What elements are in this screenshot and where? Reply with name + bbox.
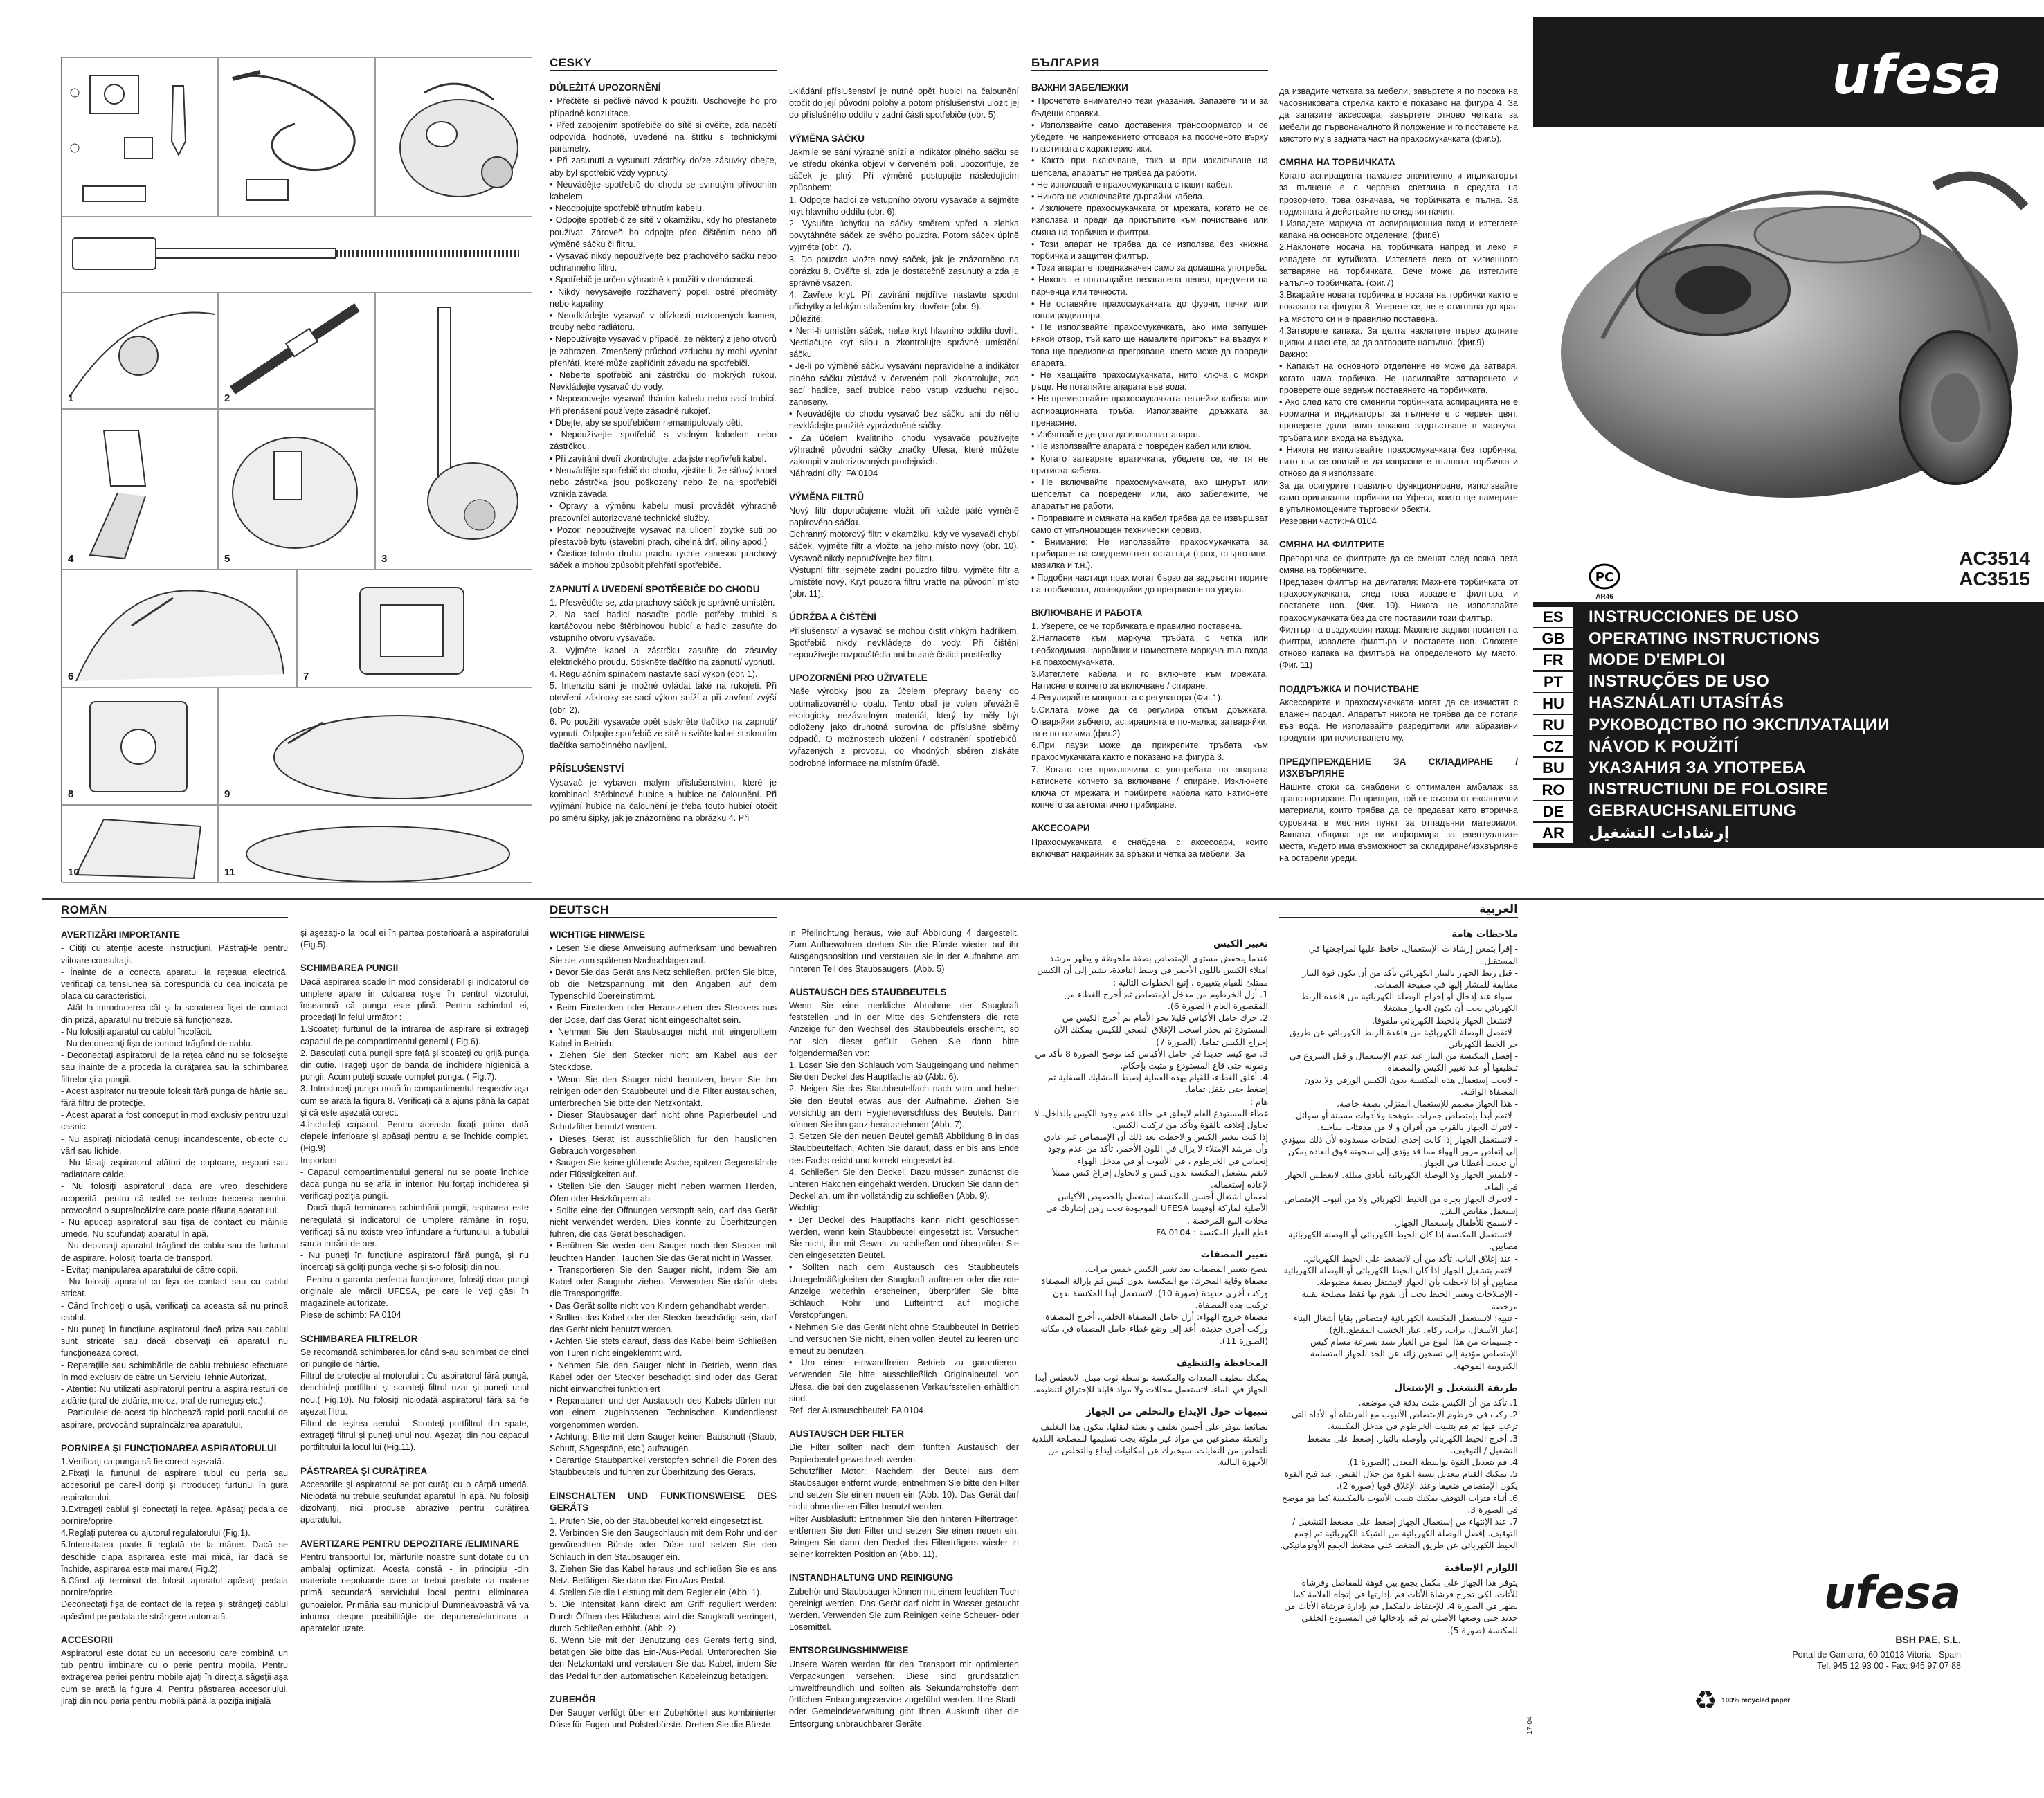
back-cover bbox=[1526, 904, 2044, 1798]
lang-name: OPERATING INSTRUCTIONS bbox=[1589, 628, 1820, 648]
de2-text-0: in Pfeilrichtung heraus, wie auf Abbildung 4 dargestellt. Zum Aufbewahren drehen Sie die Bürste wieder auf ihr Ausgangsposition und verstauen sie in der Aufnahme am hinteren Teil des Staubsaugers. (Abb. 5) bbox=[789, 928, 1019, 974]
section-ro-col2 bbox=[300, 927, 529, 1790]
figure-9 bbox=[218, 687, 532, 805]
lang-code: ES bbox=[1533, 607, 1573, 627]
lang-code: AR bbox=[1533, 823, 1573, 843]
bg2-text-3: Аксесоарите и прахосмукачката могат да се изчистят с влажен парцал. Апаратът никога не трябва да се потапя във вода. Не използвайте разредители или абразивни продукти при почистването му. bbox=[1279, 697, 1518, 743]
ar2-heading-3: اللوازم الإضافية bbox=[1445, 1562, 1518, 1574]
cesky-text-2: 1. Přesvědčte se, zda prachový sáček je správně umístěn. 2. Na sací hadici nasaďte podle potřeby trubici s kartáčovou nebo štěrbinovou hubicí a hadici zasuňte do vstupního otvoru vysavače. 3. Vyjměte kabel a zástrčku zasuňte do zásuvky elektrického proudu. Stiskněte tlačítko na zapnutí/ vypnutí. 4. Regulačním spínačem nastavte sací výkon (obr. 1). 5. Intenzitu sání je možné ovládat také na rukojeti. Při otevření záklopky se sací výkon sníží a při zavření zvýší (obr. 2). 6. Po použití vysavače opět stiskněte tlačítko na zapnutí/ vypnutí. Odpojte spotřebič ze sítě a sviňte kabel stisknutím tlačítka samočinného navíjení. bbox=[550, 597, 777, 751]
lang-name: УКАЗАНИЯ ЗА УПОТРЕБА bbox=[1589, 758, 1807, 777]
bg2-text-2: Препоръчва се филтрите да се сменят след всяка пета смяна на торбичките. Предпазен филтър на двигателя: Махнете торбичката от прахосмукачката, след това извадете филтъра и поставете нов. (Фиг. 10). Никога не използвайте прахосмукачката без да сте поставили този филтър. Филтър на въздуховия изход: Махнете задния носител на филтри, извадете филтъра и поставете нов. Сложете отново капака на филтъра на определеното му място. (Фиг. 11) bbox=[1279, 553, 1518, 671]
recycle-icon: ♻ bbox=[1694, 1685, 1718, 1716]
figure-10 bbox=[62, 805, 218, 883]
ro2-heading-3: PĂSTRAREA ŞI CURĂŢIREA bbox=[300, 1465, 428, 1476]
bg-heading-1: ВАЖНИ ЗАБЕЛЕЖКИ bbox=[1031, 82, 1128, 93]
cesky-heading-2: ZAPNUTÍ A UVEDENÍ SPOTŘEBIČE DO CHODU bbox=[550, 583, 760, 594]
document-code: 17-04 bbox=[1526, 1716, 1534, 1734]
figure-number-3: 3 bbox=[381, 553, 388, 565]
ar1-heading-3: المحافظة والتنظيف bbox=[1176, 1357, 1268, 1369]
lang-code: RU bbox=[1533, 715, 1573, 735]
product-photo bbox=[1540, 131, 2044, 546]
bg2-text-4: Нашите стоки са снабдени с оптимален амбалаж за транспортиране. По принцип, той се състои от екологични материали, които трябва да се предават като вторична суровина в местния пункт за отпадъчни материали. Вашата община ще ви информира за евентуалните места, където има възможност за складиране/изхвърляне на остарели уреди. bbox=[1279, 781, 1518, 864]
figure-nozzle-tube bbox=[62, 217, 532, 293]
ro-title: ROMÂN bbox=[61, 904, 288, 918]
ro2-text-3: Accesoriile şi aspiratorul se pot curăţi cu o cârpă umedă. Niciodată nu trebuie scufundat aparatul în apă. Nu folosiţi dizolvanţi, nici produse abrazive pentru curăţirea aparatului. bbox=[300, 1479, 529, 1525]
ro2-text-4: Pentru transportul lor, mărfurile noastre sunt dotate cu un ambalaj optimizat. Acesta constă - în principiu -din materiale nepoluante care ar trebui predate ca materie primă secundară serviciului local pentru eliminarea gunoaielor. Primăria sau municipiul Dumneavoastră vă va informa despre posibilităţile de depunere/eliminare a aparatelor uzate. bbox=[300, 1552, 529, 1633]
cesky-text-3: Vysavač je vybaven malým příslušenstvím, které je kombinací štěrbinové hubice a hubice na čalounění. Při vyjímání hubice na čalounění je třeba touto hubicí otočit po směru šipky, jak je znázorněno na obrázku 4. Při bbox=[550, 777, 777, 824]
ar2-text-2: 1. تأكد من أن الكيس مثبت بدقة في موضعه. 2. ركب في خرطوم الإمتصاص الأنبوب مع الفرشاة أو الأداة التي ترغب فيها ثم قم بتثبيت الخرطوم في مدخل المكنسة. 3. أخرج الخيط الكهربائي وأوصله بالتيار. إضغط على مضغط التشغيل / التوقيف. 4. قم بتعديل القوة بواسطة المعدل (الصورة 1). 5. يمكنك القيام بتعديل نسبة القوة من خلال القبض. عند فتح القوة يكون الإمتصاص ضعيفا وعند الإغلاق قويا (صورة 2). 6. أثناء فترات التوقف يمكنك تثبيت الأنبوب بالمكنسة كما هو موضح في الصورة 3. 7. عند الإنتهاء من إستعمال الجهاز إضغط على مضغط التشغيل / التوقيف. إفصل الوصلة الكهربائية من الشبكة الكهربائية ثم إجمع الخيط الكهربائي عن طريق الضغط على مضغط الجمع الأوتوماتيكي. bbox=[1280, 1397, 1518, 1551]
section-ro-col1 bbox=[61, 904, 288, 1790]
figure-7 bbox=[297, 570, 532, 687]
lang-code: GB bbox=[1533, 628, 1573, 648]
cesky-heading-1: DŮLEŽITÁ UPOZORNĚNÍ bbox=[550, 82, 661, 93]
ro2-heading-1: SCHIMBAREA PUNGII bbox=[300, 963, 399, 974]
lang-name: MODE D'EMPLOI bbox=[1589, 650, 1726, 669]
de2-text-3: Zubehör und Staubsauger können mit einem feuchten Tuch gereinigt werden. Das Gerät darf nicht in Wasser getaucht werden. Verwenden Sie zum Reinigen keine Scheuer- oder Lösemittel. bbox=[789, 1586, 1019, 1633]
figure-number-4: 4 bbox=[68, 553, 74, 565]
recycled-text: 100% recycled paper bbox=[1721, 1696, 1791, 1705]
bg2-heading-1: СМЯНА НА ТОРБИЧКАТА bbox=[1279, 157, 1395, 168]
bg2-text-1: Когато аспирацията намалее значително и индикаторът за пълнене е с червена светлина в средата на прозорчето, това означава, че торбичката е пълна. За подмяната ѝ действайте по следния начин: 1.Извадете маркуча от аспирационния вход и изтеглете капака на основното отделение. (фиг.6) 2.Наклонете носача на торбичката напред и леко я извадете от кутийката. Изтеглете леко от хигиенното затваряне на торбичката. Вече може да изтеглите напълно торбичката. (фиг.7) 3.Вкарайте новата торбичка в носача на торбички както е показано на фигура 8. Уверете се, че е стигнала до края на мястото си и е правилно поставена. 4.Затворете капака. За целта наклатете първо долните щипки и наснете, за да затворите напълно. (фиг.9) Важно: • Капакът на основното отделение не може да затваря, когато няма торбичка. Не насилвайте затварянето и проверете още веднъж поставянето на торбичката. • Ако след като сте сменили торбичката аспирацията не е нормална и индикаторът за пълнене е с червен цвят, проверете дали няма някакво задръстване в маркуча, тръбата или входа на въздуха. • Никога не използвайте прахосмукачката без торбичка, нито пък се опитайте да изпразните пълната торбичка и отново да я използвате. За да осигурите правилно функциониране, използвайте само оригинални торбички на Уфеса, които ще намерите в упълномощените търговски обекти. Резервни части:FA 0104 bbox=[1279, 171, 1518, 527]
language-row bbox=[1533, 736, 2044, 757]
lang-code: RO bbox=[1533, 780, 1573, 800]
de2-heading-4: ENTSORGUNGSHINWEISE bbox=[789, 1645, 909, 1656]
language-row bbox=[1533, 714, 2044, 736]
model-2: AC3515 bbox=[1959, 568, 2030, 590]
cesky2-heading-3: ÚDRŽBA A ČIŠTĚNÍ bbox=[789, 612, 876, 623]
de-heading-1: WICHTIGE HINWEISE bbox=[550, 929, 645, 941]
section-ar-col1 bbox=[1031, 927, 1268, 1790]
lang-code: DE bbox=[1533, 801, 1573, 821]
ar1-text-1: عندما ينخفض مستوى الإمتصاص بصفة ملحوظة و يظهر مرشد امتلاء الكيس باللون الأحمر في وسط النافذة، يشير إلى أن الكيس ممتلئ للقيام بتغييره ، إتبع الخطوات التالية : 1. أزل الخرطوم من مدخل الإمتصاص ثم أخرج الغطاء من المقصورة العام (الصورة 6). 2. حرك حامل الأكياس قليلا نحو الأمام ثم أخرج الكيس من المستودع ثم بحذر اسحب الإغلاق الصحي للكيس. يمكنك الآن إخراج الكيس تماما. (الصورة 7) 3. ضع كيسا جديدا في حامل الأكياس كما توضح الصورة 8 تأكد من وصوله حتى قاع المستودع و مثبت بإحكام. 4. أغلق الغطاء، للقيام بهذه العملية إضبط المشابك السفلية ثم إضغط حتى يقفل تماما. هام : غطاء المستودع العام لايغلق في حالة عدم وجود الكيس بالداخل. لا تحاول إغلاقه بالقوة وتأكد من تركيب الكيس. إذا كنت بتغيير الكيس و لاحظت بعد ذلك أن الإمتصاص غير عادي وأن مرشد الإمتلاء لا يزال في اللون الأحمر، تأكد من عدم وجود إنحباس في الخرطوم ، في الأنبوب أو في مدخل الهواء. لاتقم بتشغيل المكنسة بدون كيس و لاتحاول إفراغ كيس ممتلأ لإعادة إستعماله. لضمان اشتغال أحسن للمكنسة، إستعمل بالخصوص الأكياس الأصلية لماركة أوفيسا UFESA الموجودة تحت رهن إشارتك في محلات البيع المرخصة . قطع الغيار المكنسة : FA 0104 bbox=[1034, 953, 1268, 1237]
bg2-heading-3: ПОДДРЪЖКА И ПОЧИСТВАНЕ bbox=[1279, 683, 1420, 694]
ar1-heading-1: تغيير الكيس bbox=[1213, 938, 1268, 950]
ar2-heading-2: طريقة التشغيل و الإشتغال bbox=[1394, 1382, 1518, 1394]
back-brand-logo: ufesa bbox=[1823, 1568, 1961, 1619]
figure-hose bbox=[218, 57, 375, 217]
cesky2-text-3: Příslušenství a vysavač se mohou čistit vlhkým hadříkem. Spotřebič nikdy nevkládejte do vody. Při čištění nepoužívejte rozpouštědla ani brusné čisticí prostředky. bbox=[789, 626, 1019, 660]
lang-name: HASZNÁLATI UTASÍTÁS bbox=[1589, 693, 1784, 713]
section-cesky-col2 bbox=[789, 86, 1019, 882]
ar1-heading-2: تغيير المصفات bbox=[1200, 1249, 1268, 1261]
figure-3 bbox=[375, 293, 532, 570]
figure-number-6: 6 bbox=[68, 671, 74, 682]
figure-11 bbox=[218, 805, 532, 883]
lang-name: GEBRAUCHSANLEITUNG bbox=[1589, 801, 1797, 821]
ar1-heading-4: تنبيهات حول الإيداع والتخلص من الجهاز bbox=[1086, 1406, 1268, 1418]
cesky2-text-1: Jakmile se sání výrazně sníží a indikátor plného sáčku se ve středu okénka objeví v červeném poli, upozorňuje, že sáček je plný. Při výměně postupujte následujícím způsobem: 1. Odpojte hadici ze vstupního otvoru vysavače a sejměte kryt hlavního oddílu (obr. 6). 2. Vysuňte úchytku na sáčky směrem vpřed a zlehka povytáhněte sáček ze svého pouzdra. Potom sáček úplně vyjměte (obr. 7). 3. Do pouzdra vložte nový sáček, jak je znázorněno na obrázku 8. Ověřte si, zda je dostatečně zasunutý a zda je správně vsazen. 4. Zavřete kryt. Při zavírání nejdříve nastavte spodní příchytky a lehkým stlačením kryt dovřete (obr. 9). Důležité: • Není-li umístěn sáček, nelze kryt hlavního oddílu dovřít. Nestlačujte kryt silou a zkontrolujte správné umístění sáčku. • Je-li po výměně sáčku vysavání nepravidelné a indikátor plného sáčku zůstává v červeném poli, zkontrolujte, zda sací hadice, sací trubice nebo vstup vzduchu nejsou zaneseny. • Neuvádějte do chodu vysavač bez sáčku ani do něho nevkládejte použité vyprázdněné sáčky. • Za účelem kvalitního chodu vysavače používejte výhradně původní sáčky značky Ufesa, které můžete zakoupit v autorizovaných prodejnách. Náhradní díly: FA 0104 bbox=[789, 147, 1019, 479]
cesky2-text-2: Nový filtr doporučujeme vložit při každé páté výměně papírového sáčku. Ochranný motorový filtr: v okamžiku, kdy ve vysavači chybí sáček, vyjměte filtr a vložte na jeho místo nový (obr. 10). Vysavač nikdy nepoužívejte bez filtru. Výstupní filtr: sejměte zadní pouzdro filtru, vyjměte filtr a umístěte nový. Kryt pouzdra filtru vraťte na původní místo (obr. 11). bbox=[789, 505, 1019, 599]
ar-title: العربية bbox=[1279, 904, 1518, 918]
de-heading-2: EINSCHALTEN UND FUNKTIONSWEISE DES GERÄTS bbox=[550, 1490, 777, 1513]
lang-name: INSTRUCTIUNI DE FOLOSIRE bbox=[1589, 780, 1828, 799]
language-row bbox=[1533, 628, 2044, 649]
de2-text-1: Wenn Sie eine merkliche Abnahme der Saugkraft feststellen und in der Mitte des Sichtfensters die rote Anzeige für den Wechsel des Staubbeutels erscheint, so hat sich dieser gefüllt. Gehen Sie dann bitte folgendermaßen vor: 1. Lösen Sie den Schlauch vom Saugeingang und nehmen Sie den Deckel des Hauptfachs ab (Abb. 6). 2. Neigen Sie das Staubbeutelfach nach vorn und heben Sie den Beutel etwas aus der Aufnahme. Ziehen Sie vorsichtig an dem Hygieneverschluss des Beutels. Dann können Sie ihn ganz herausnehmen (Abb. 7). 3. Setzen Sie den neuen Beutel gemäß Abbildung 8 in das Staubbeutelfach. Achten Sie darauf, dass er bis ans Ende des Fachs reicht und korrekt eingesetzt ist. 4. Schließen Sie den Deckel. Dazu müssen zunächst die unteren Häkchen eingehakt werden. Drücken Sie dann den Deckel an, um ihn vollständig zu schließen (Abb. 9). Wichtig: • Der Deckel des Hauptfachs kann nicht geschlossen werden, wenn kein Staubbeutel eingesetzt ist. Versuchen Sie nicht, ihn mit Gewalt zu schließen und überprüfen Sie den eingesetzten Beutel. • Sollten nach dem Austausch des Staubbeutels Unregelmäßigkeiten der Saugkraft auftreten oder die rote Anzeige weiterhin erscheinen, überprüfen Sie bitte Schlauch, Rohr und Lufteintritt auf mögliche Verstopfungen. • Nehmen Sie das Gerät nicht ohne Staubbeutel in Betrieb und versuchen Sie nicht, einen vollen Beutel zu leeren und erneut zu benutzen. • Um einen einwandfreien Betrieb zu garantieren, verwenden Sie bitte ausschließlich Originalbeutel von Ufesa, die bei den zugelassenen Verkaufsstellen erhältlich sind. Ref. der Austauschbeutel: FA 0104 bbox=[789, 1001, 1019, 1415]
ar2-heading-1: ملاحظات هامة bbox=[1451, 929, 1518, 941]
de2-text-4: Unsere Waren werden für den Transport mit optimierten Verpackungen versehen. Diese sind grundsätzlich umweltfreundlich und sollten als Sekundärrohstoffe dem örtlichen Entsorgungsservice zugeführt werden. Ihre Stadt- oder Gemeindeverwaltung gibt Ihnen Auskunft über die Entsorgung unbrauchbarer Geräte. bbox=[789, 1659, 1019, 1729]
lang-code: CZ bbox=[1533, 736, 1573, 756]
bg-heading-2: ВКЛЮЧВАНЕ И РАБОТА bbox=[1031, 607, 1143, 618]
figure-4 bbox=[62, 409, 218, 570]
ar2-text-1: - إقرأ بتمعن إرشادات الإستعمال. حافظ عليها لمراجعتها في المستقبل. - قبل ربط الجهاز بالتيار الكهربائي تأكد من أن تكون قوة التيار مطابقة للمشار إليها في صفيحة الصفات. - سواء عند إدخال أو إخراج الوصلة الكهربائية من قاعدة الربط الكهربائي يجب أن يكون الجهاز مشتغلا. - لاتشغل الجهاز بالخيط الكهربائي ملفوفا. - لاتفصل الوصلة الكهربائية من قاعدة الربط الكهربائي عن طريق جر الخيط الكهربائي. - إفصل المكنسة من التيار عند عدم الإستعمال و قبل الشروع في تنظيفها أو عند تغيير الكيس والمصفاة. - لايجب إستعمال هذه المكنسة بدون الكيس الورقي ولا بدون المصفاة الواقية. - هذا الجهاز مصمم للإستعمال المنزلي بصفة خاصة. - لاتقم أبدا بإمتصاص جمرات متوهجة ولاأدوات مسننة أو سوائل. - لاتترك الجهاز بالقرب من أفران و لا من مدفئات ساخنة. - لاتستعمل الجهاز إذا كانت إحدى الفتحات مسدودة لأن ذلك سيؤدي إلى إنقاص مرور الهواء مما قد يؤدي إلى سخونة فوق العادة يمكن أن تحدث أعطابا في الجهاز. - لاتلمس الجهاز ولا الوصلة الكهربائية بأيادي مبللة. لاتغطس الجهاز في الماء. - لاتحرك الجهاز بجره من الخيط الكهربائي ولا من أنبوب الإمتصاص. إستعمل مقابض النقل. - لاتسمح للأطفال بإستعمال الجهاز. - لاتستعمل المكنسة إذا كان الخيط الكهربائي أو الوصلة الكهربائية مصابين. - عند إغلاق الباب، تأكد من أن لاتضغط على الخيط الكهربائي. - لاتقم بتشغيل الجهاز إذا كان الخيط الكهربائي أو الوصلة الكهربائية مصابين أو إذا لاحظت بأن الجهاز لايشتغل بصفة مضبوطة. - الإصلاحات وتغيير الخيط يجب أن تقوم بها فقط مصلحة تقنية مرخصة. - تنبيه: لاتستعمل المكنسة الكهربائية لإمتصاص بقايا أشغال البناء (غبار الأشغال، تراب، ركام، غبار الخشب المقطع..الخ). - جسيمات من هذا النوع من الغبار تسد بسرعة مسام كيس الإمتصاص مؤدية إلى تسخين زائد عن الحد للجهاز المتسلمة الكتروبية الموجهة. bbox=[1281, 943, 1518, 1371]
ar2-text-3: يتوفر هذا الجهاز على مكمل يجمع بين فوهة للمفاصل وفرشاة للأثاث. لكي تخرج فرشاة الأثاث قم بإدارتها في إتجاه العلامة كما يظهر في الصورة 4. للإحتفاظ بالمكمل قم بإدارة فرشاة الأثاث من جديد حتى وضعها الأصلي ثم قم بإدخالها في المستودع الخلفي للمكنسة (صورة 5). bbox=[1284, 1577, 1518, 1635]
cesky-text-1: • Přečtěte si pečlivě návod k použití. Uschovejte ho pro případné konzultace. • Před zapojením spotřebiče do sítě si ověřte, zda napětí odpovídá hodnotě, uvedené na štítku s technickými parametry. • Při zasunutí a vysunutí zástrčky do/ze zásuvky dbejte, aby byl spotřebič vždy vypnutý. • Neuvádějte spotřebič do chodu se svinutým přívodním kabelem. • Neodpojujte spotřebič trhnutím kabelu. • Odpojte spotřebič ze sítě v okamžiku, kdy ho přestanete používat. Zároveň ho odpojte před čištěním nebo při výměně sáčku či filtru. • Vysavač nikdy nepoužívejte bez prachového sáčku nebo ochranného filtru. • Spotřebič je určen výhradně k použití v domácnosti. • Nikdy nevysávejte rozžhavený popel, ostré předměty nebo kapaliny. • Neodkládejte vysavač v blízkosti roztopených kamen, trouby nebo radiátoru. • Nepoužívejte vysavač v případě, že některý z jeho otvorů je zahrazen. Zmenšený průchod vzduchu by mohl vyvolat přehřátí, které může zapříčinit závadu na spotřebiči. • Neberte spotřebič ani zástrčku do mokrých rukou. Nevkládejte vysavač do vody. • Neposouvejte vysavač tháním kabelu nebo sací trubicí. Při přenášení používejte zásadně rukojeť. • Dbejte, aby se spotřebičem nemanipulovaly děti. • Nepoužívejte spotřebič s vadným kabelem nebo zástrčkou. • Při zavírání dveří zkontrolujte, zda jste nepřivřeli kabel. • Neuvádějte spotřebič do chodu, zjistíte-li, že síťový kabel nebo zástrčka jsou poškozeny nebo že na spotřebiči vznikla závada. • Opravy a výměnu kabelu musí provádět výhradně pracovníci autorizované technické služby. • Pozor: nepoužívejte vysavač na ulicení zbytké suti po přestavbě bytu (stavební prach, cihelná drť, piliny apod.) • Částice tohoto druhu prachu rychle zanesou prachový sáček a mohou způsobit přehřátí spotřebiče. bbox=[550, 96, 777, 571]
figure-grid bbox=[61, 57, 532, 882]
figure-8 bbox=[62, 687, 218, 805]
section-ar-col2 bbox=[1279, 904, 1518, 1790]
ro-heading-3: ACCESORII bbox=[61, 1634, 114, 1645]
de-title: DEUTSCH bbox=[550, 904, 777, 918]
cesky2-heading-4: UPOZORNĚNÍ PRO UŽIVATELE bbox=[789, 673, 928, 684]
figure-number-9: 9 bbox=[224, 788, 230, 800]
lang-name: INSTRUCCIONES DE USO bbox=[1589, 607, 1799, 626]
figure-1 bbox=[62, 293, 218, 409]
ro-text-1: - Citiţi cu atenţie aceste instrucţiuni. Păstraţi-le pentru viitoare consultaţii. - Înainte de a conecta aparatul la reţeaua electrică, verificaţi ca tensiunea să corespundă cu cea indicată pe placa cu caracteristici. - Atât la introducerea cât şi la scoaterea fişei de contact din priză, aparatul nu trebuie să funcţioneze. - Nu folosiţi aparatul cu cablul încolăcit. - Nu deconectaţi fişa de contact trăgând de cablu. - Deconectaţi aspiratorul de la reţea când nu se foloseşte sau înainte de a proceda la curăţarea sau la schimbarea filtrelor şi a pungii. - Acest aspirator nu trebuie folosit fără punga de hârtie sau fără filtru de protecţie. - Acest aparat a fost conceput în mod exclusiv pentru uzul casnic. - Nu aspiraţi niciodată cenuşi incandescente, obiecte cu vârf sau lichide. - Nu lăsaţi aspiratorul alături de cuptoare, reşouri sau radiatoare calde. - Nu folosiţi aspiratorul dacă are vreo deschidere acoperită, pentru că astfel se reduce trecerea aerului, provocând o supraîncălzire care poate dăuna aparatului. - Nu apucaţi aspiratorul sau fişa de contact cu mâinile umede. Nu scufundaţi aparatul în apă. - Nu deplasaţi aparatul trăgând de cablu sau de furtunul de aspirare. Folosiţi toarta de transport. - Evitaţi manipularea aparatului de către copii. - Nu folosiţi aparatul cu fişa de contact sau cu cablul stricat. - Când închideţi o uşă, verificaţi ca aceasta să nu prindă cablul. - Nu puneţi în funcţiune aspiratorul dacă priza sau cablul sunt stricate sau dacă observaţi că aparatul nu funcţionează corect. - Reparaţiile sau schimbările de cablu trebuiesc efectuate în mod exclusiv de către un Serviciu Tehnic Autorizat. - Atentie: Nu utilizati aspiratorul pentru a aspira resturi de zidărie (praf de zidărie, moloz, praf de rumeguş etc.). - Particulele de acest tip blochează rapid porii sacului de aspirare, provocând supraîncălzirea aparatului. bbox=[61, 943, 288, 1430]
figure-number-10: 10 bbox=[68, 866, 80, 878]
de-text-3: Der Sauger verfügt über ein Zubehörteil aus kombinierter Düse für Fugen und Polsterbürste. Drehen Sie die Bürste bbox=[550, 1708, 777, 1730]
section-de-col2 bbox=[789, 927, 1019, 1790]
language-list bbox=[1533, 602, 2044, 848]
figure-2 bbox=[218, 293, 375, 409]
bg-text-1: • Прочетете внимателно тези указания. Запазете ги и за бъдещи справки. • Използвайте само доставения трансформатор и се убедете, че напрежението отговаря на посоченото върху пластината с характеристики. • Както при включване, така и при изключване на щепсела, апаратът не трябва да работи. • Не използвайте прахосмукачката с навит кабел. • Никога не изключвайте дърпайки кабела. • Изключете прахосмукачката от мрежата, когато не се използва и преди да пристъпите към почистване или смяна на торбичка и филтри. • Този апарат не трябва да се използва без книжна торбичка и защитен филтър. • Този апарат е предназначен само за домашна употреба. • Никога не поглъщайте незагасена пепел, предмети на парченца или течности. • Не оставяйте прахосмукачката до фурни, печки или топли радиатори. • Не използвайте прахосмукачката, ако има запушен някой отвор, тъй като ще намалите притокът на въздух и това ще предизвика прегряване, което може да повреди апарата. • Не хващайте прахосмукачката, нито ключа с мокри ръце. Не потапяйте апарата във вода. • Не премествайте прахосмукачката теглейки кабела или аспирационната тръба. Използвайте дръжката за пренасяне. • Избягвайте децата да използват апарат. • Не използвайте апарата с повреден кабел или ключ. • Когато затваряте вратичката, убедете се, че тя не притиска кабела. • Не включвайте прахосмукачката, ако шнурът или щепселът са повредени или, ако забележите, че апаратът не работи. • Поправките и смяната на кабел трябва да се извършват само от упълномощен технически сервиз. • Внимание: Не използвайте прахосмукачката за прибиране на следремонтен остатъци (прах, стърготини, мазилка и т.н.). • Подобни частици прах могат бързо да задръстят порите на торбичката, довеждайки до прегряване на уреда. bbox=[1031, 96, 1268, 594]
bg2-text-0: да извадите четката за мебели, завъртете я по посока на часовниковата стрелка както е показано на фигура 4. За да запазите аксесоара, завъртете отново четката за мебели до първоначалното й положение и го поставете на мястото му в задната част на прахосмукачката (фиг.5). bbox=[1279, 87, 1518, 144]
figure-accessories bbox=[62, 57, 218, 217]
language-row bbox=[1533, 801, 2044, 822]
lang-name: NÁVOD K POUŽITÍ bbox=[1589, 736, 1739, 756]
lang-code: PT bbox=[1533, 672, 1573, 692]
lang-name: РУКОВОДСТВО ПО ЭКСПЛУАТАЦИИ bbox=[1589, 715, 1890, 734]
section-cesky-col1 bbox=[550, 57, 777, 880]
ro-text-3: Aspiratorul este dotat cu un accesoriu care combină un tub pentru îmbinare cu o perie pentru mobilă. Pentru extragerea periei pentru mobile ajaţi în direcţia săgeţii aşa cum se arată la figura 4. Pentru păstrarea accesoriului, jiraţi din nou peria pentru mobilă până la poziţia iniţială bbox=[61, 1648, 288, 1706]
bg-text-3: Прахосмукачката е снабдена с аксесоари, които включват накрайник за връзки и четка за мебели. За bbox=[1031, 837, 1268, 859]
section-de-col1 bbox=[550, 904, 777, 1790]
ro2-heading-4: AVERTIZARE PENTRU DEPOZITARE /ELIMINARE bbox=[300, 1538, 520, 1549]
figure-number-2: 2 bbox=[224, 392, 230, 404]
cert-mark bbox=[1587, 563, 1622, 605]
de2-heading-3: INSTANDHALTUNG UND REINIGUNG bbox=[789, 1572, 954, 1583]
ro-heading-2: PORNIREA ŞI FUNCŢIONAREA ASPIRATORULUI bbox=[61, 1442, 277, 1453]
model-numbers bbox=[1959, 548, 2030, 590]
ar1-text-2: ينصح بتغيير المصفات بعد تغيير الكيس خمس مرات. مصفاة وقاية المحرك: مع المكنسة بدون كيس قم بإزالة المصفاة وركب أخرى جديدة (صورة 10). لاتستعمل أبدا المكنسة بدون تركيب هذه المصفاة. مصفاة خروج الهواء: أزل حامل المصفاة الخلفي، أخرج المصفاة وركب أخرى جديدة. أعد إلى وضع غطاء حامل المصفاة في مكانه (الصورة 11). bbox=[1040, 1264, 1268, 1346]
bg-heading-3: АКСЕСОАРИ bbox=[1031, 823, 1090, 834]
ro-text-2: 1.Verificaţi ca punga să fie corect aşezată. 2.Fixaţi la furtunul de aspirare tubul cu peria sau accesoriul pe care-l doriţi şi introduceţi furtunul în gura aspiratorului. 3.Extrageţi cablul şi conectaţi la reţea. Apăsaţi pedala de pornire/oprire. 4.Reglaţi puterea cu ajutorul regulatorului (Fig.1). 5.Intensitatea poate fi reglată de la mâner. Dacă se deschide clapa aspirarea este mai mică, iar dacă se închide, aspirarea este mai mare.( Fig.2). 6.Când aţi terminat de folosit aparatul apăsaţi pedala pornire/oprire. Deconectaţi fişa de contact de la reţea şi strângeţi cablul apăsând pe pedala de strângere automată. bbox=[61, 1456, 288, 1622]
bg2-heading-2: СМЯНА НА ФИЛТРИТЕ bbox=[1279, 539, 1384, 550]
de-text-1: • Lesen Sie diese Anweisung aufmerksam und bewahren Sie sie zum späteren Nachschlagen auf. • Bevor Sie das Gerät ans Netz schließen, prüfen Sie bitte, ob die Netzspannung mit den Angaben auf dem Typenschild übereinstimmt. • Beim Einstecken oder Herausziehen des Steckers aus der Dose, darf das Gerät nicht eingeschaltet sein. • Nehmen Sie den Staubsauger nicht mit eingerolltem Kabel in Betrieb. • Ziehen Sie den Stecker nicht am Kabel aus der Steckdose. • Wenn Sie den Sauger nicht benutzen, bevor Sie ihn reinigen oder den Staubbeutel und die Filter austauschen, unterbrechen Sie bitte den Netzkontakt. • Dieser Staubsauger darf nicht ohne Papierbeutel und Schutzfilter benutzt werden. • Dieses Gerät ist ausschließlich für den häuslichen Gebrauch vorgesehen. • Saugen Sie keine glühende Asche, spitzen Gegenstände oder Flüssigkeiten auf. • Stellen Sie den Sauger nicht neben warmen Herden, Öfen oder Heizkörpern ab. • Sollte eine der Öffnungen verstopft sein, darf das Gerät nicht verwendet werden. Dies könnte zu Überhitzungen führen, die das Gerät beschädigen. • Berühren Sie weder den Sauger noch den Stecker mit feuchten Händen. Tauchen Sie das Gerät nicht in Wasser. • Transportieren Sie den Sauger nicht, indem Sie am Kabel oder Saugrohr ziehen. Verwenden Sie dafür stets die Transportgriffe. • Das Gerät sollte nicht von Kindern gehandhabt werden. • Sollten das Kabel oder der Stecker beschädigt sein, darf das Gerät nicht benutzt werden. • Achten Sie stets darauf, dass das Kabel beim Schließen von Türen nicht eingeklemmt wird. • Nehmen Sie den Sauger nicht in Betrieb, wenn das Kabel oder der Stecker beschädigt sind oder das Gerät nicht einwandfrei funktioniert • Reparaturen und der Austausch des Kabels dürfen nur von einem zugelassenen Technischen Kundendienst vorgenommen werden. • Achtung: Bitte mit dem Sauger keinen Bauschutt (Staub, Schutt, Sägespäne, etc.) aufsaugen. • Derartige Staubpartikel verstopfen schnell die Poren des Staubbeutels und führen zur Überhitzung des Geräts. bbox=[550, 943, 777, 1478]
company-phone: Tel. 945 12 93 00 - Fax: 945 97 07 88 bbox=[1817, 1661, 1961, 1671]
figure-number-7: 7 bbox=[303, 671, 309, 682]
language-row bbox=[1533, 822, 2044, 844]
bg-title: БЪЛГАРИЯ bbox=[1031, 57, 1268, 71]
brand-logo: ufesa bbox=[1832, 44, 2002, 107]
language-row bbox=[1533, 606, 2044, 628]
de-heading-3: ZUBEHÖR bbox=[550, 1693, 596, 1705]
recycled-badge bbox=[1694, 1687, 1790, 1714]
de2-text-2: Die Filter sollten nach dem fünften Austausch der Papierbeutel gewechselt werden. Schutzfilter Motor: Nachdem der Beutel aus dem Staubsauger entfernt wurde, entnehmen Sie bitte den Filter und setzen Sie einen neuen ein (Abb. 10). Das Gerät darf nicht ohne diesen Filter benutzt werden. Filter Ausblasluft: Entnehmen Sie den hinteren Filterträger, entfernen Sie den Filter und setzen Sie einen neuen ein. Bringen Sie dann den Deckel des Filterträgers wieder in seiner korrekten Position an (Abb. 11). bbox=[789, 1442, 1019, 1560]
figure-number-5: 5 bbox=[224, 553, 230, 565]
bg2-heading-4: ПРЕДУПРЕЖДЕНИЕ ЗА СКЛАДИРАНЕ / ИЗХВЪРЛЯНЕ bbox=[1279, 756, 1518, 779]
model-1: AC3514 bbox=[1959, 547, 2030, 569]
section-bg-col1 bbox=[1031, 57, 1268, 880]
ar1-text-3: يمكنك تنظيف المعدات والمكنسة بواسطة ثوب مبتل. لاتغطس أبدا الجهاز في الماء. لاتستعمل محللات ولا مواد قابلة للإحتراق لتنظيفه. bbox=[1033, 1372, 1268, 1395]
lang-code: FR bbox=[1533, 650, 1573, 670]
lang-name: INSTRUÇÕES DE USO bbox=[1589, 672, 1770, 691]
cesky2-text-0: ukládání příslušenství je nutné opět hubici na čalounění otočit do její původní polohy a potom příslušenství uložit jej do příslušného oddílu v zadní části spotřebiče (obr. 5). bbox=[789, 87, 1019, 120]
language-row bbox=[1533, 693, 2044, 714]
language-row bbox=[1533, 757, 2044, 779]
section-bg-col2 bbox=[1279, 86, 1518, 882]
bg-text-2: 1. Уверете, се че торбичката е правилно поставена. 2.Нагласете към маркуча тръбата с четка или необходимия накрайник и намествете маркуча във входа на прахосмукачката. 3.Изтеглете кабела и го включете към мрежата. Натиснете копчето за включване / спиране. 4.Регулирайте мощността с регулатора (Фиг.1). 5.Силата може да се регулира откъм дръжката. Отваряйки зъбчето, аспирацията е по-малка; затваряйки, тя е по-голяма.(фиг.2) 6.При паузи може да прикрепите тръбата към прахосмукачката както е показано на фигура 3. 7. Когато сте приключили с употребата на апарата натиснете копчето за включване / спиране. Изключете ключа от мрежата и прибирете кабела като натиснете копчето за автоматично прибиране. bbox=[1031, 621, 1268, 810]
lang-code: HU bbox=[1533, 693, 1573, 714]
cert-code: AR46 bbox=[1595, 593, 1613, 601]
ar1-text-4: بضائعنا تتوفر على أحسن تغليف و تعبئة لنقلها. يتكون هذا التغليف والتعبئة مصنوعين من مواد غير ملوثة يجب تسليمها للمصلحة البلدية للتخلص من النفايات. سيخبرك عن إمكانيات إيداع والتخلص من الأجهزة البالية. bbox=[1031, 1421, 1268, 1468]
figure-number-11: 11 bbox=[224, 866, 235, 878]
cesky2-heading-1: VÝMĚNA SÁČKU bbox=[789, 133, 865, 144]
figure-number-8: 8 bbox=[68, 788, 74, 800]
lang-name: إرشادات التشغيل bbox=[1589, 823, 1730, 843]
ro2-heading-2: SCHIMBAREA FILTRELOR bbox=[300, 1333, 418, 1344]
figure-5 bbox=[218, 409, 375, 570]
cesky-heading-3: PŘÍSLUŠENSTVÍ bbox=[550, 763, 624, 774]
cover-panel bbox=[1533, 17, 2044, 896]
de2-heading-2: AUSTAUSCH DER FILTER bbox=[789, 1428, 904, 1440]
cesky2-text-4: Naše výrobky jsou za účelem přepravy baleny do optimalizovaného obalu. Tento obal je volen převážně ekologicky nezávadným materiál, který by měly být odloženy jako druhotná surovina do příslušné sběrny odpadů. O možnostech uložení / odstranění spotřebičů, vyřazených z provozu, do vhodných sběren získáte podrobné informace na místním úřadě. bbox=[789, 687, 1019, 768]
cesky-title: ČESKY bbox=[550, 57, 777, 71]
language-row bbox=[1533, 779, 2044, 801]
ro-heading-1: AVERTIZĂRI IMPORTANTE bbox=[61, 929, 180, 941]
company-name: BSH PAE, S.L. bbox=[1895, 1634, 1961, 1645]
company-address: Portal de Gamarra, 60 01013 Vitoria - Spain bbox=[1792, 1650, 1961, 1660]
horizontal-fold-line bbox=[42, 898, 2044, 900]
svg-text:PC: PC bbox=[1595, 570, 1614, 585]
language-row bbox=[1533, 649, 2044, 671]
ro2-text-1: Dacă aspirarea scade în mod considerabil şi indicatorul de umplere apare în culoarea roşie în centrul vizorului, înseamnă că punga este plină. Pentru schimbul ei, procedaţi în felul următor : 1.Scoateţi furtunul de la intrarea de aspirare şi extrageţi capacul de pe compartimentul general ( Fig.6). 2. Basculaţi cutia pungii spre faţă şi scoateţi cu grijă punga din cutie. Trageţi uşor de banda de închidere higienică a pungii. Acum puteţi scoate complet punga. ( Fig.7). 3. Introduceţi punga nouă în compartimentul respectiv aşa cum se arată la figura 8. Verificaţi că a ajuns până la capăt şi că este aşezată corect. 4.Închideţi capacul. Pentru aceasta fixaţi prima dată clapele inferioare şi apăsaţi pentru a se închide complet. (Fig.9) Important : - Capacul compartimentului general nu se poate închide dacă punga nu se află în interior. Nu forţaţi închiderea şi verificaţi poziţia pungii. - Dacă după terminarea schimbării pungii, aspirarea este neregulată şi indicatorul de umplere rămâne în roşu, verificaţi să nu existe vreo înfundare a furtunului, a tubului sau a intrării de aer. - Nu puneţi în funcţiune aspiratorul fără pungă, şi nu încercaţi să goliţi punga veche şi s-o folosiţi din nou. - Pentru a garanta perfecta funcţionare, folosiţi doar pungi originale ale mărcii UFESA, pe care le veţi găsi în magazinele autorizate. Piese de schimb: FA 0104 bbox=[300, 977, 529, 1320]
company-info bbox=[1792, 1634, 1961, 1671]
de-text-2: 1. Prüfen Sie, ob der Staubbeutel korrekt eingesetzt ist. 2. Verbinden Sie den Saugschlauch mit dem Rohr und der gewünschten Bürste oder Düse und setzen Sie den Schlauch in den Staubsauger ein. 3. Ziehen Sie das Kabel heraus und schließen Sie es ans Netz. Betätigen Sie dann das Ein-/Aus-Pedal. 4. Stellen Sie die Leistung mit dem Regler ein (Abb. 1). 5. Die Intensität kann direkt am Griff reguliert werden: Durch Öffnen des Häkchens wird die Saugkraft verringert, durch Schließen erhöht. (Abb. 2) 6. Wenn Sie mit der Benutzung des Geräts fertig sind, betätigen Sie bitte das Ein-/Aus-Pedal. Unterbrechen Sie den Netzkontakt und verstauen Sie das Kabel, indem Sie das Pedal für den automatischen Kabeleinzug betätigen. bbox=[550, 1516, 777, 1681]
ro2-text-0: şi aşezaţi-o la locul ei în partea posterioară a aspiratorului (Fig.5). bbox=[300, 928, 529, 950]
figure-number-1: 1 bbox=[68, 392, 74, 404]
ro2-text-2: Se recomandă schimbarea lor când s-au schimbat de cinci ori pungile de hârtie. Filtrul de protecţie al motorului : Cu aspiratorul fără pungă, deschideţi portfiltrul şi scoateţi filtrul uzat şi puneţi unul nou.( Fig.10). Nu folosiţi niciodată aspiratorul fără să fie aşezat filtru. Filtrul de ieşirea aerului : Scoateţi portfiltrul din spate, extrageţi filtrul şi puneţi unul nou. Aşezaţi din nou capacul portfiltrului la locul lui (Fig.11). bbox=[300, 1347, 529, 1453]
brand-bar bbox=[1533, 17, 2044, 127]
de2-heading-1: AUSTAUSCH DES STAUBBEUTELS bbox=[789, 986, 947, 997]
language-row bbox=[1533, 671, 2044, 693]
cesky2-heading-2: VÝMĚNA FILTRŮ bbox=[789, 491, 864, 502]
figure-vacuum-body bbox=[375, 57, 532, 217]
lang-code: BU bbox=[1533, 758, 1573, 778]
figure-6 bbox=[62, 570, 297, 687]
